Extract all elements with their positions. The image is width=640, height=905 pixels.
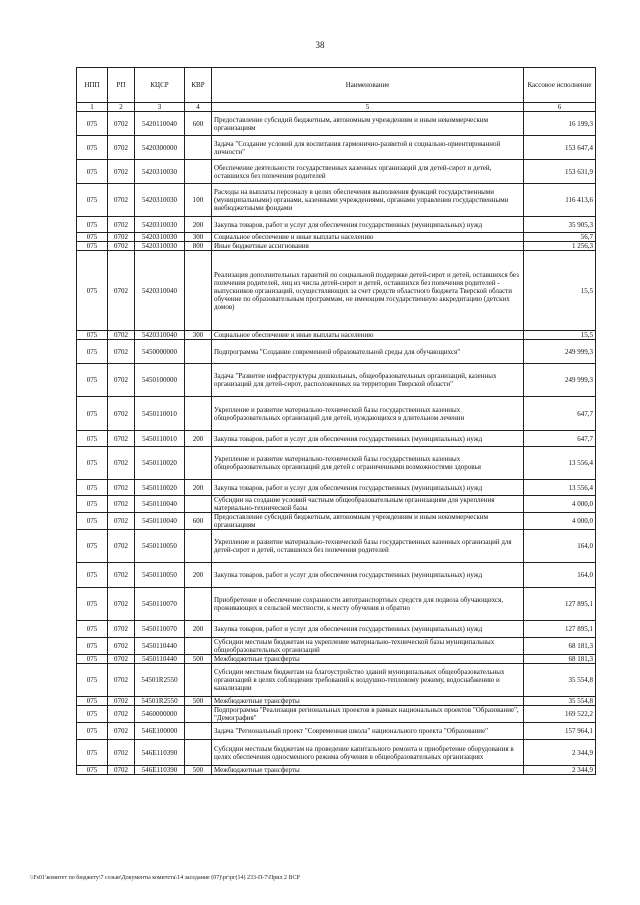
- table-row: [77, 563, 596, 588]
- table-row: [77, 496, 596, 513]
- cell-kvr: 200: [185, 621, 212, 638]
- cell-rp: 0702: [108, 340, 135, 364]
- table-row: [77, 766, 596, 775]
- file-path-footer: \\Fs01\комитет по бюджету\7 созыв\Документы комитета\14 заседание (07)\рг\рг(14) 233-П-7\Прил 2 ВСР: [30, 875, 300, 881]
- cell-kcsr: 5420310030: [135, 217, 185, 233]
- cell-kvr: [185, 340, 212, 364]
- cell-name: Закупка товаров, работ и услуг для обеспечения государственных (муниципальных) нужд: [212, 563, 524, 588]
- cell-npp: 075: [77, 588, 108, 621]
- table-row: [77, 664, 596, 697]
- column-number-row: [77, 103, 596, 112]
- cell-kcsr: 5450110440: [135, 638, 185, 655]
- cell-npp: 075: [77, 184, 108, 217]
- cell-rp: 0702: [108, 621, 135, 638]
- cell-npp: 075: [77, 233, 108, 242]
- cell-amount: 647,7: [524, 431, 596, 447]
- cell-amount: 16 199,3: [524, 112, 596, 136]
- cell-name: Субсидии местным бюджетам на проведение капитального ремонта и приобретение оборудования в целях обеспечения односменного режима обучения в общеобразовательных организациях: [212, 740, 524, 766]
- cell-rp: 0702: [108, 588, 135, 621]
- table-row: [77, 638, 596, 655]
- cell-npp: 075: [77, 723, 108, 740]
- cell-kcsr: 5450110070: [135, 621, 185, 638]
- column-number: 2: [108, 103, 135, 112]
- cell-kvr: [185, 664, 212, 697]
- cell-kcsr: 5420310040: [135, 331, 185, 340]
- cell-name: Приобретение и обеспечение сохранности автотранспортных средств для подвоза обучающихся, проживающих в сельской местности, к месту обучения и обратно: [212, 588, 524, 621]
- cell-amount: 15,5: [524, 251, 596, 331]
- cell-name: Укрепление и развитие материально-технической базы государственных казенных организаций для детей-сирот и детей, оставшихся без попечения родителей: [212, 530, 524, 563]
- header-kvr: КВР: [185, 68, 212, 103]
- table-row: [77, 184, 596, 217]
- cell-rp: 0702: [108, 513, 135, 530]
- cell-npp: 075: [77, 513, 108, 530]
- table-row: [77, 447, 596, 480]
- cell-npp: 075: [77, 638, 108, 655]
- cell-amount: 647,7: [524, 397, 596, 431]
- cell-name: Закупка товаров, работ и услуг для обеспечения государственных (муниципальных) нужд: [212, 431, 524, 447]
- cell-amount: 35 554,8: [524, 664, 596, 697]
- cell-rp: 0702: [108, 706, 135, 723]
- cell-kcsr: 5420310030: [135, 184, 185, 217]
- cell-npp: 075: [77, 112, 108, 136]
- table-row: [77, 621, 596, 638]
- table-row: [77, 251, 596, 331]
- cell-rp: 0702: [108, 530, 135, 563]
- table-row: [77, 480, 596, 496]
- cell-kcsr: 5450110050: [135, 530, 185, 563]
- cell-amount: 127 895,1: [524, 621, 596, 638]
- cell-amount: 164,0: [524, 563, 596, 588]
- cell-npp: 075: [77, 697, 108, 706]
- cell-kvr: [185, 740, 212, 766]
- cell-kvr: [185, 160, 212, 184]
- cell-kvr: 200: [185, 217, 212, 233]
- cell-npp: 075: [77, 740, 108, 766]
- cell-name: Социальное обеспечение и иные выплаты населению: [212, 331, 524, 340]
- cell-amount: 68 181,3: [524, 638, 596, 655]
- cell-name: Закупка товаров, работ и услуг для обеспечения государственных (муниципальных) нужд: [212, 217, 524, 233]
- cell-kcsr: 5450100000: [135, 364, 185, 397]
- cell-name: Реализация дополнительных гарантий по социальной поддержке детей-сирот и детей, оставшихся без попечения родителей, лиц из числа детей-сирот и детей, оставшихся без попечения родителей - выпускников организаций, осуществляющих за счет средств областного бюджета Тверской области обучение по образовательным программам, не имеющим государственную аккредитацию (детских домов): [212, 251, 524, 331]
- cell-npp: 075: [77, 664, 108, 697]
- cell-rp: 0702: [108, 496, 135, 513]
- column-number: 5: [212, 103, 524, 112]
- cell-kvr: [185, 706, 212, 723]
- table-row: [77, 740, 596, 766]
- table-row: [77, 723, 596, 740]
- cell-kvr: 600: [185, 112, 212, 136]
- budget-table: [76, 67, 596, 775]
- cell-kcsr: 5450110020: [135, 447, 185, 480]
- cell-kvr: [185, 496, 212, 513]
- cell-npp: 075: [77, 217, 108, 233]
- cell-rp: 0702: [108, 563, 135, 588]
- cell-kcsr: 546E110390: [135, 740, 185, 766]
- cell-kcsr: 546E110390: [135, 766, 185, 775]
- cell-rp: 0702: [108, 217, 135, 233]
- cell-kvr: 300: [185, 233, 212, 242]
- cell-kvr: 500: [185, 655, 212, 664]
- cell-amount: 4 000,0: [524, 496, 596, 513]
- cell-kcsr: 5460000000: [135, 706, 185, 723]
- table-row: [77, 655, 596, 664]
- cell-amount: 13 556,4: [524, 480, 596, 496]
- cell-kvr: 200: [185, 480, 212, 496]
- cell-npp: 075: [77, 364, 108, 397]
- header-name: Наименование: [212, 68, 524, 103]
- cell-name: Расходы на выплаты персоналу в целях обеспечения выполнения функций государственными (муниципальными) органами, казенными учреждениями, органами управления государственными внебюджетными фондами: [212, 184, 524, 217]
- cell-kvr: 600: [185, 513, 212, 530]
- cell-rp: 0702: [108, 723, 135, 740]
- cell-name: Предоставление субсидий бюджетным, автономным учреждениям и иным некоммерческим организациям: [212, 112, 524, 136]
- column-number: 3: [135, 103, 185, 112]
- cell-name: Социальное обеспечение и иные выплаты населению: [212, 233, 524, 242]
- cell-kvr: 500: [185, 766, 212, 775]
- cell-name: Иные бюджетные ассигнования: [212, 242, 524, 251]
- column-number: 4: [185, 103, 212, 112]
- cell-kcsr: 54501R2550: [135, 697, 185, 706]
- cell-name: Задача "Создание условий для воспитания гармонично-развитой и социально-ориентированной личности": [212, 136, 524, 160]
- cell-rp: 0702: [108, 242, 135, 251]
- cell-kcsr: 5450000000: [135, 340, 185, 364]
- header-kcsr: КЦСР: [135, 68, 185, 103]
- cell-amount: 2 344,9: [524, 766, 596, 775]
- cell-name: Укрепление и развитие материально-технической базы государственных казенных общеобразовательных организаций для детей с ограниченными возможностями здоровья: [212, 447, 524, 480]
- cell-npp: 075: [77, 530, 108, 563]
- cell-rp: 0702: [108, 638, 135, 655]
- cell-npp: 075: [77, 766, 108, 775]
- cell-kcsr: 5420310030: [135, 160, 185, 184]
- cell-kcsr: 5450110040: [135, 496, 185, 513]
- table-row: [77, 112, 596, 136]
- cell-rp: 0702: [108, 447, 135, 480]
- cell-kvr: 300: [185, 331, 212, 340]
- column-number: 1: [77, 103, 108, 112]
- cell-kvr: 200: [185, 563, 212, 588]
- cell-rp: 0702: [108, 655, 135, 664]
- cell-npp: 075: [77, 340, 108, 364]
- cell-rp: 0702: [108, 364, 135, 397]
- table-row: [77, 160, 596, 184]
- cell-kvr: [185, 251, 212, 331]
- cell-kcsr: 5420110040: [135, 112, 185, 136]
- cell-name: Закупка товаров, работ и услуг для обеспечения государственных (муниципальных) нужд: [212, 480, 524, 496]
- cell-kvr: 500: [185, 697, 212, 706]
- cell-rp: 0702: [108, 697, 135, 706]
- table-row: [77, 706, 596, 723]
- cell-npp: 075: [77, 706, 108, 723]
- cell-kcsr: 5420310030: [135, 233, 185, 242]
- cell-amount: 157 964,1: [524, 723, 596, 740]
- cell-amount: 249 999,3: [524, 364, 596, 397]
- cell-rp: 0702: [108, 331, 135, 340]
- cell-npp: 075: [77, 331, 108, 340]
- table-row: [77, 217, 596, 233]
- cell-kvr: 100: [185, 184, 212, 217]
- table-row: [77, 431, 596, 447]
- cell-npp: 075: [77, 480, 108, 496]
- cell-name: Межбюджетные трансферты: [212, 655, 524, 664]
- table-row: [77, 530, 596, 563]
- cell-kcsr: 5450110440: [135, 655, 185, 664]
- cell-npp: 075: [77, 160, 108, 184]
- cell-kcsr: 546E100000: [135, 723, 185, 740]
- cell-kcsr: 5420300000: [135, 136, 185, 160]
- cell-npp: 075: [77, 242, 108, 251]
- cell-rp: 0702: [108, 136, 135, 160]
- cell-kvr: [185, 638, 212, 655]
- table-row: [77, 331, 596, 340]
- cell-amount: 249 999,3: [524, 340, 596, 364]
- cell-kcsr: 5450110050: [135, 563, 185, 588]
- cell-amount: 153 631,9: [524, 160, 596, 184]
- cell-rp: 0702: [108, 112, 135, 136]
- cell-kvr: [185, 530, 212, 563]
- cell-rp: 0702: [108, 233, 135, 242]
- table-row: [77, 136, 596, 160]
- cell-name: Предоставление субсидий бюджетным, автономным учреждениям и иным некоммерческим организациям: [212, 513, 524, 530]
- cell-npp: 075: [77, 397, 108, 431]
- cell-rp: 0702: [108, 431, 135, 447]
- cell-npp: 075: [77, 563, 108, 588]
- cell-npp: 075: [77, 251, 108, 331]
- cell-kvr: [185, 588, 212, 621]
- cell-amount: 13 556,4: [524, 447, 596, 480]
- cell-rp: 0702: [108, 184, 135, 217]
- cell-name: Субсидии местным бюджетам на укрепление материально-технической базы муниципальных общеобразовательных организаций: [212, 638, 524, 655]
- cell-name: Закупка товаров, работ и услуг для обеспечения государственных (муниципальных) нужд: [212, 621, 524, 638]
- table-row: [77, 513, 596, 530]
- cell-kcsr: 5420310040: [135, 251, 185, 331]
- cell-kcsr: 5450110040: [135, 513, 185, 530]
- cell-amount: 1 256,3: [524, 242, 596, 251]
- table-row: [77, 233, 596, 242]
- cell-name: Задача "Региональный проект "Современная школа" национального проекта "Образование": [212, 723, 524, 740]
- cell-npp: 075: [77, 621, 108, 638]
- cell-amount: 68 181,3: [524, 655, 596, 664]
- cell-kvr: [185, 397, 212, 431]
- cell-kcsr: 5420310030: [135, 242, 185, 251]
- cell-rp: 0702: [108, 664, 135, 697]
- cell-amount: 4 000,0: [524, 513, 596, 530]
- cell-rp: 0702: [108, 251, 135, 331]
- column-number: 6: [524, 103, 596, 112]
- cell-npp: 075: [77, 655, 108, 664]
- cell-npp: 075: [77, 431, 108, 447]
- header-npp: НПП: [77, 68, 108, 103]
- table-row: [77, 588, 596, 621]
- table-row: [77, 340, 596, 364]
- cell-amount: 35 905,3: [524, 217, 596, 233]
- cell-amount: 56,7: [524, 233, 596, 242]
- cell-amount: 116 413,6: [524, 184, 596, 217]
- cell-kvr: [185, 723, 212, 740]
- cell-rp: 0702: [108, 480, 135, 496]
- cell-kvr: [185, 136, 212, 160]
- cell-kcsr: 5450110070: [135, 588, 185, 621]
- cell-amount: 2 344,9: [524, 740, 596, 766]
- table-row: [77, 697, 596, 706]
- cell-amount: 15,5: [524, 331, 596, 340]
- cell-kcsr: 54501R2550: [135, 664, 185, 697]
- cell-kcsr: 5450110020: [135, 480, 185, 496]
- cell-kvr: 200: [185, 431, 212, 447]
- table-row: [77, 397, 596, 431]
- page-number: 38: [315, 40, 325, 50]
- cell-kcsr: 5450110010: [135, 397, 185, 431]
- cell-name: Укрепление и развитие материально-технической базы государственных казенных общеобразовательных организаций для детей, нуждающихся в длительном лечении: [212, 397, 524, 431]
- cell-name: Подпрограмма "Реализация региональных проектов в рамках национальных проектов "Образование", "Демография": [212, 706, 524, 723]
- cell-amount: 127 895,1: [524, 588, 596, 621]
- cell-npp: 075: [77, 447, 108, 480]
- cell-rp: 0702: [108, 160, 135, 184]
- cell-kcsr: 5450110010: [135, 431, 185, 447]
- cell-name: Межбюджетные трансферты: [212, 697, 524, 706]
- table-row: [77, 364, 596, 397]
- cell-name: Подпрограмма "Создание современной образовательной среды для обучающихся": [212, 340, 524, 364]
- cell-rp: 0702: [108, 740, 135, 766]
- cell-amount: 35 554,8: [524, 697, 596, 706]
- cell-npp: 075: [77, 136, 108, 160]
- cell-amount: 153 647,4: [524, 136, 596, 160]
- cell-name: Задача "Развитие инфраструктуры дошкольных, общеобразовательных организаций, казенных организаций для детей-сирот, расположенных на территории Тверской области": [212, 364, 524, 397]
- header-row: [77, 68, 596, 103]
- cell-name: Субсидии местным бюджетам на благоустройство зданий муниципальных общеобразовательных организаций в целях соблюдения требований к воздушно-тепловому режиму, водоснабжению и канализации: [212, 664, 524, 697]
- cell-rp: 0702: [108, 397, 135, 431]
- cell-amount: 164,0: [524, 530, 596, 563]
- header-rp: РП: [108, 68, 135, 103]
- cell-name: Межбюджетные трансферты: [212, 766, 524, 775]
- table-row: [77, 242, 596, 251]
- cell-name: Обеспечение деятельности государственных казенных организаций для детей-сирот и детей, оставшихся без попечения родителей: [212, 160, 524, 184]
- cell-rp: 0702: [108, 766, 135, 775]
- cell-kvr: [185, 447, 212, 480]
- cell-amount: 169 522,2: [524, 706, 596, 723]
- cell-kvr: 800: [185, 242, 212, 251]
- cell-name: Субсидии на создание условий частным общеобразовательным организациям для укрепления материально-технической базы: [212, 496, 524, 513]
- cell-npp: 075: [77, 496, 108, 513]
- header-amount: Кассовое исполнение: [524, 68, 596, 103]
- cell-kvr: [185, 364, 212, 397]
